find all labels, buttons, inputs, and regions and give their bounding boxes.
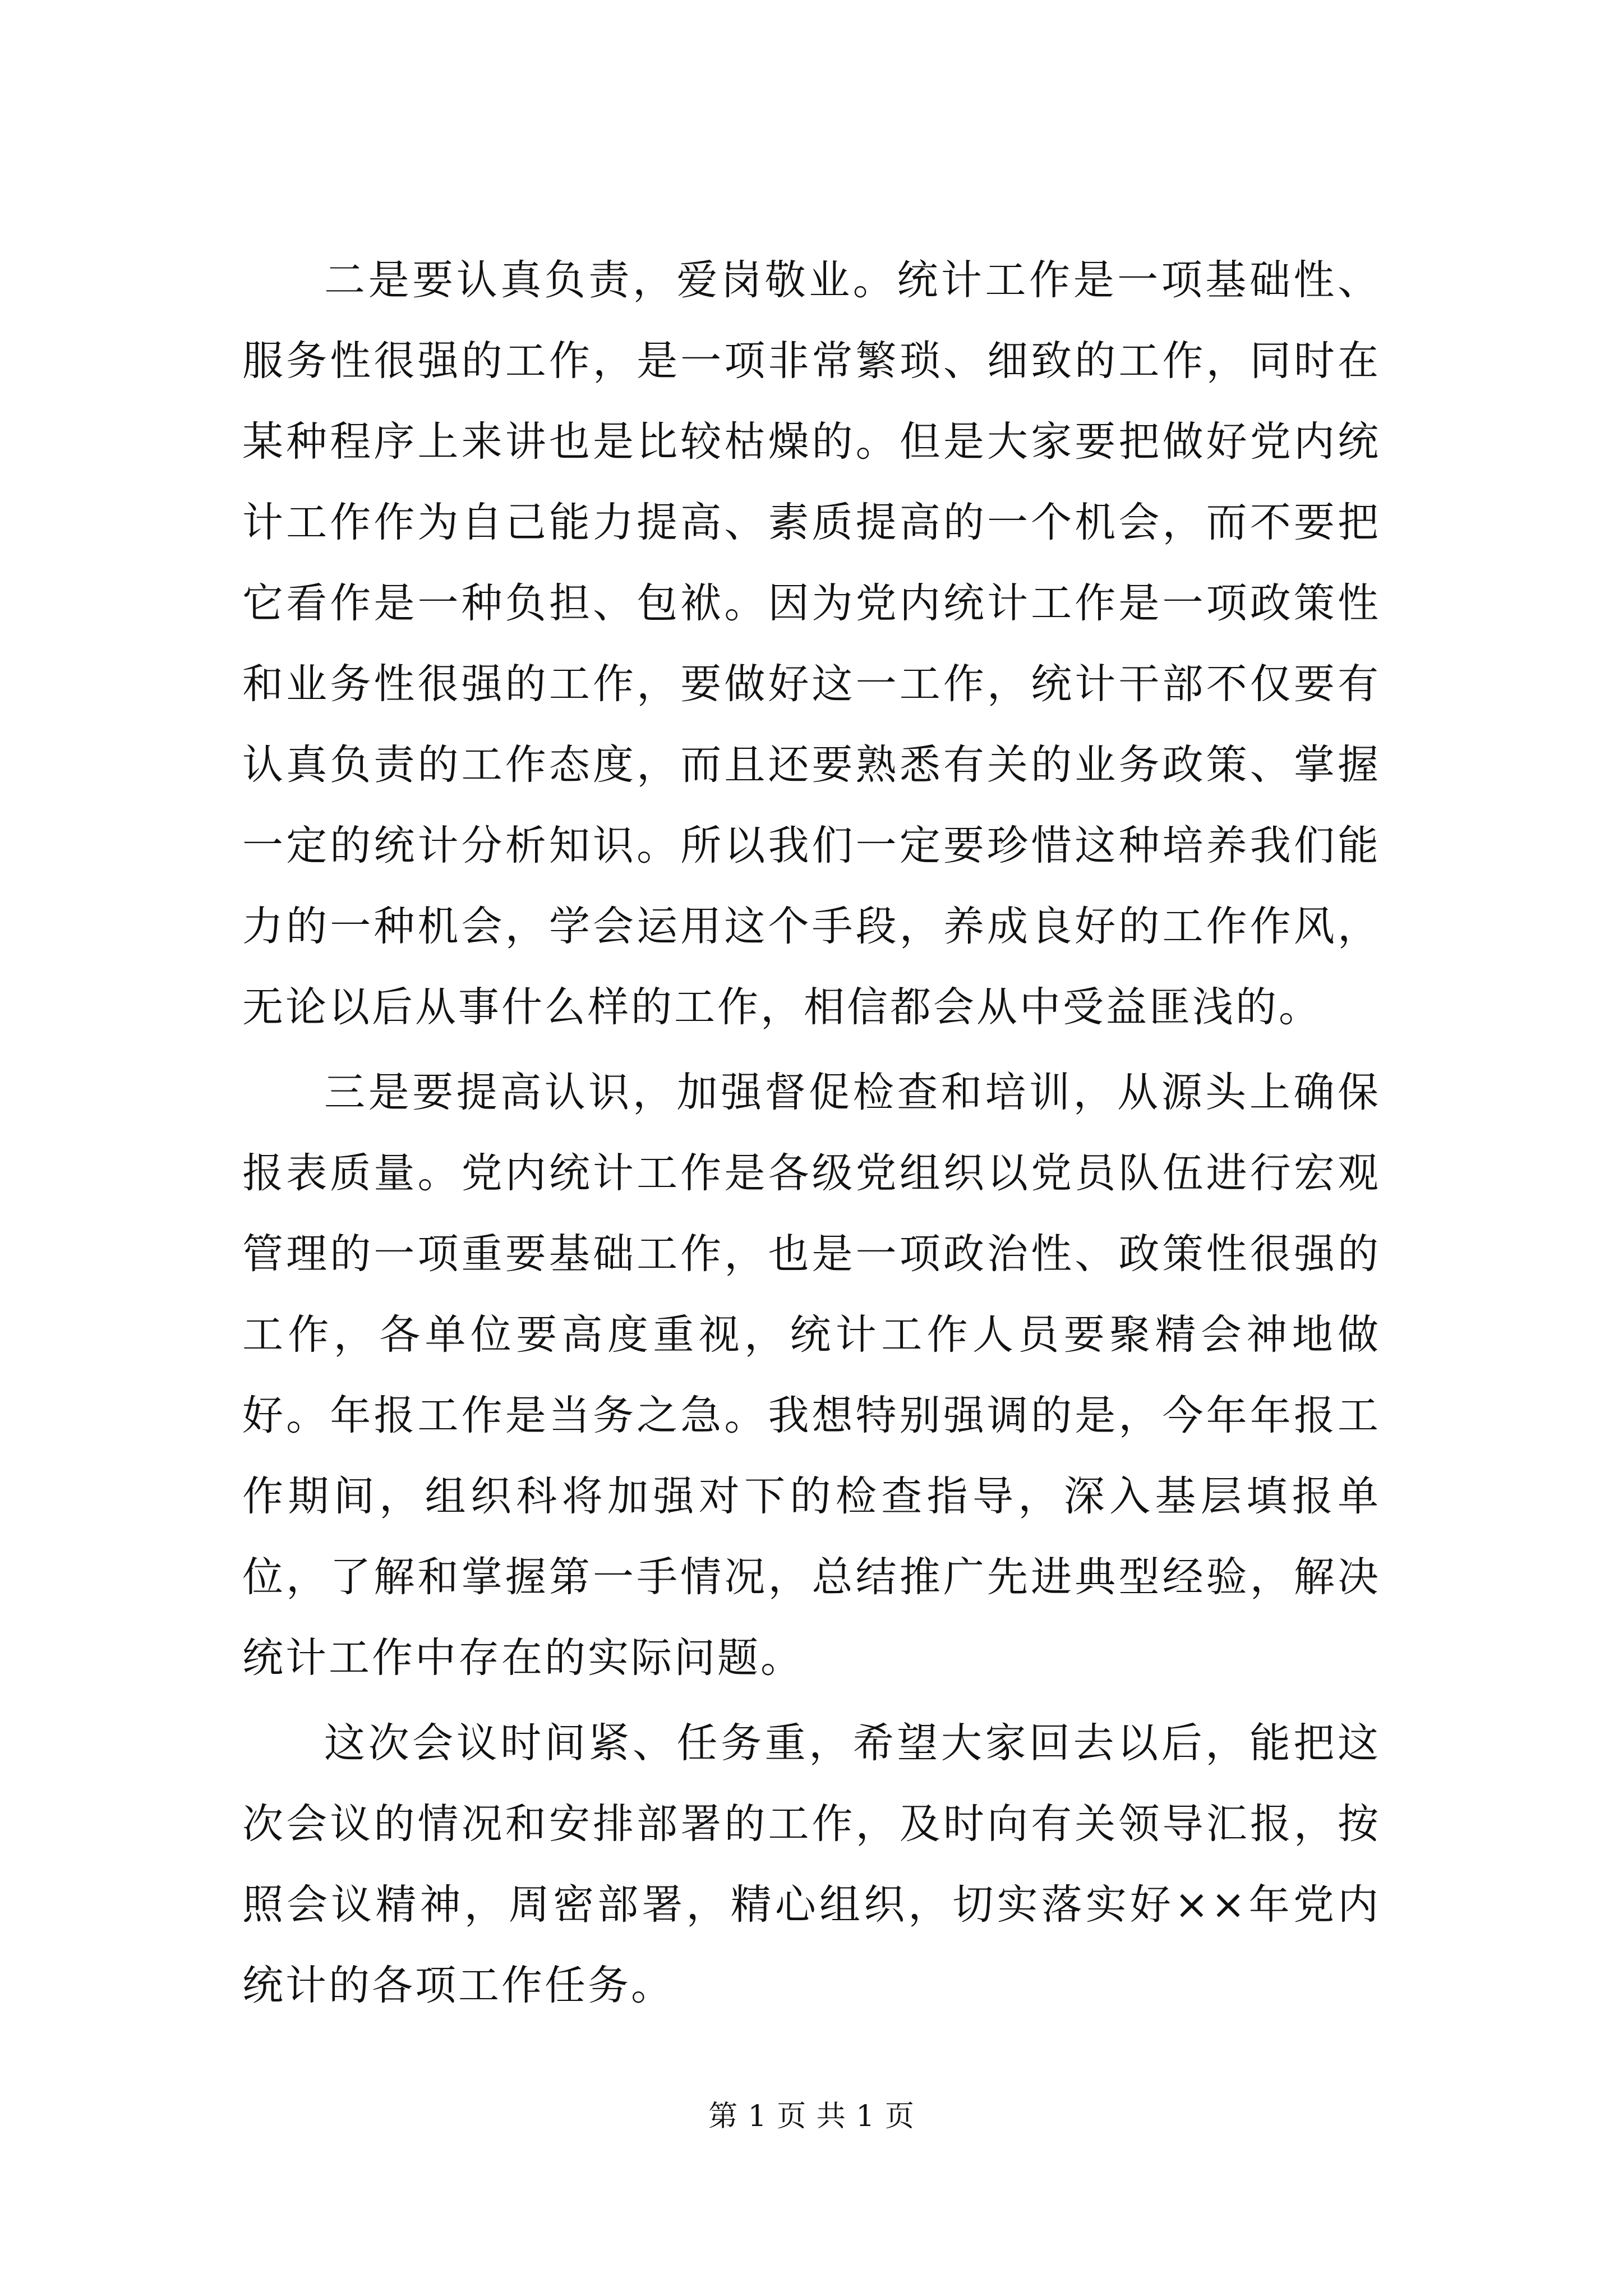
page-footer: 第 1 页 共 1 页 <box>708 2100 915 2133</box>
paragraph-responsibility: 二是要认真负责，爱岗敬业。统计工作是一项基础性、服务性很强的工作，是一项非常繁琐、细致的工作，同时在某种程序上来讲也是比较枯燥的。但是大家要把做好党内统计工作作为自己能力提高、素质提高的一个机会，而不要把它看作是一种负担、包袱。因为党内统计工作是一项政策性和业务性很强的工作，要做好这一工作，统计干部不仅要有认真负责的工作态度，而且还要熟悉有关的业务政策、掌握一定的统计分析知识。所以我们一定要珍惜这种培养我们能力的一种机会，学会运用这个手段，养成良好的工作作风，无论以后从事什么样的工作，相信都会从中受益匪浅的。 <box>242 256 1381 1031</box>
paragraph-conclusion: 这次会议时间紧、任务重，希望大家回去以后，能把这次会议的情况和安排部署的工作，及时向有关领导汇报，按照会议精神，周密部署，精心组织，切实落实好××年党内统计的各项工作任务。 <box>242 1719 1381 2009</box>
paragraph-awareness: 三是要提高认识，加强督促检查和培训，从源头上确保报表质量。党内统计工作是各级党组织以党员队伍进行宏观管理的一项重要基础工作，也是一项政治性、政策性很强的工作，各单位要高度重视，统计工作人员要聚精会神地做好。年报工作是当务之急。我想特别强调的是，今年年报工作期间，组织科将加强对下的检查指导，深入基层填报单位，了解和掌握第一手情况，总结推广先进典型经验，解决统计工作中存在的实际问题。 <box>242 1069 1381 1682</box>
document-body <box>242 240 1381 2031</box>
